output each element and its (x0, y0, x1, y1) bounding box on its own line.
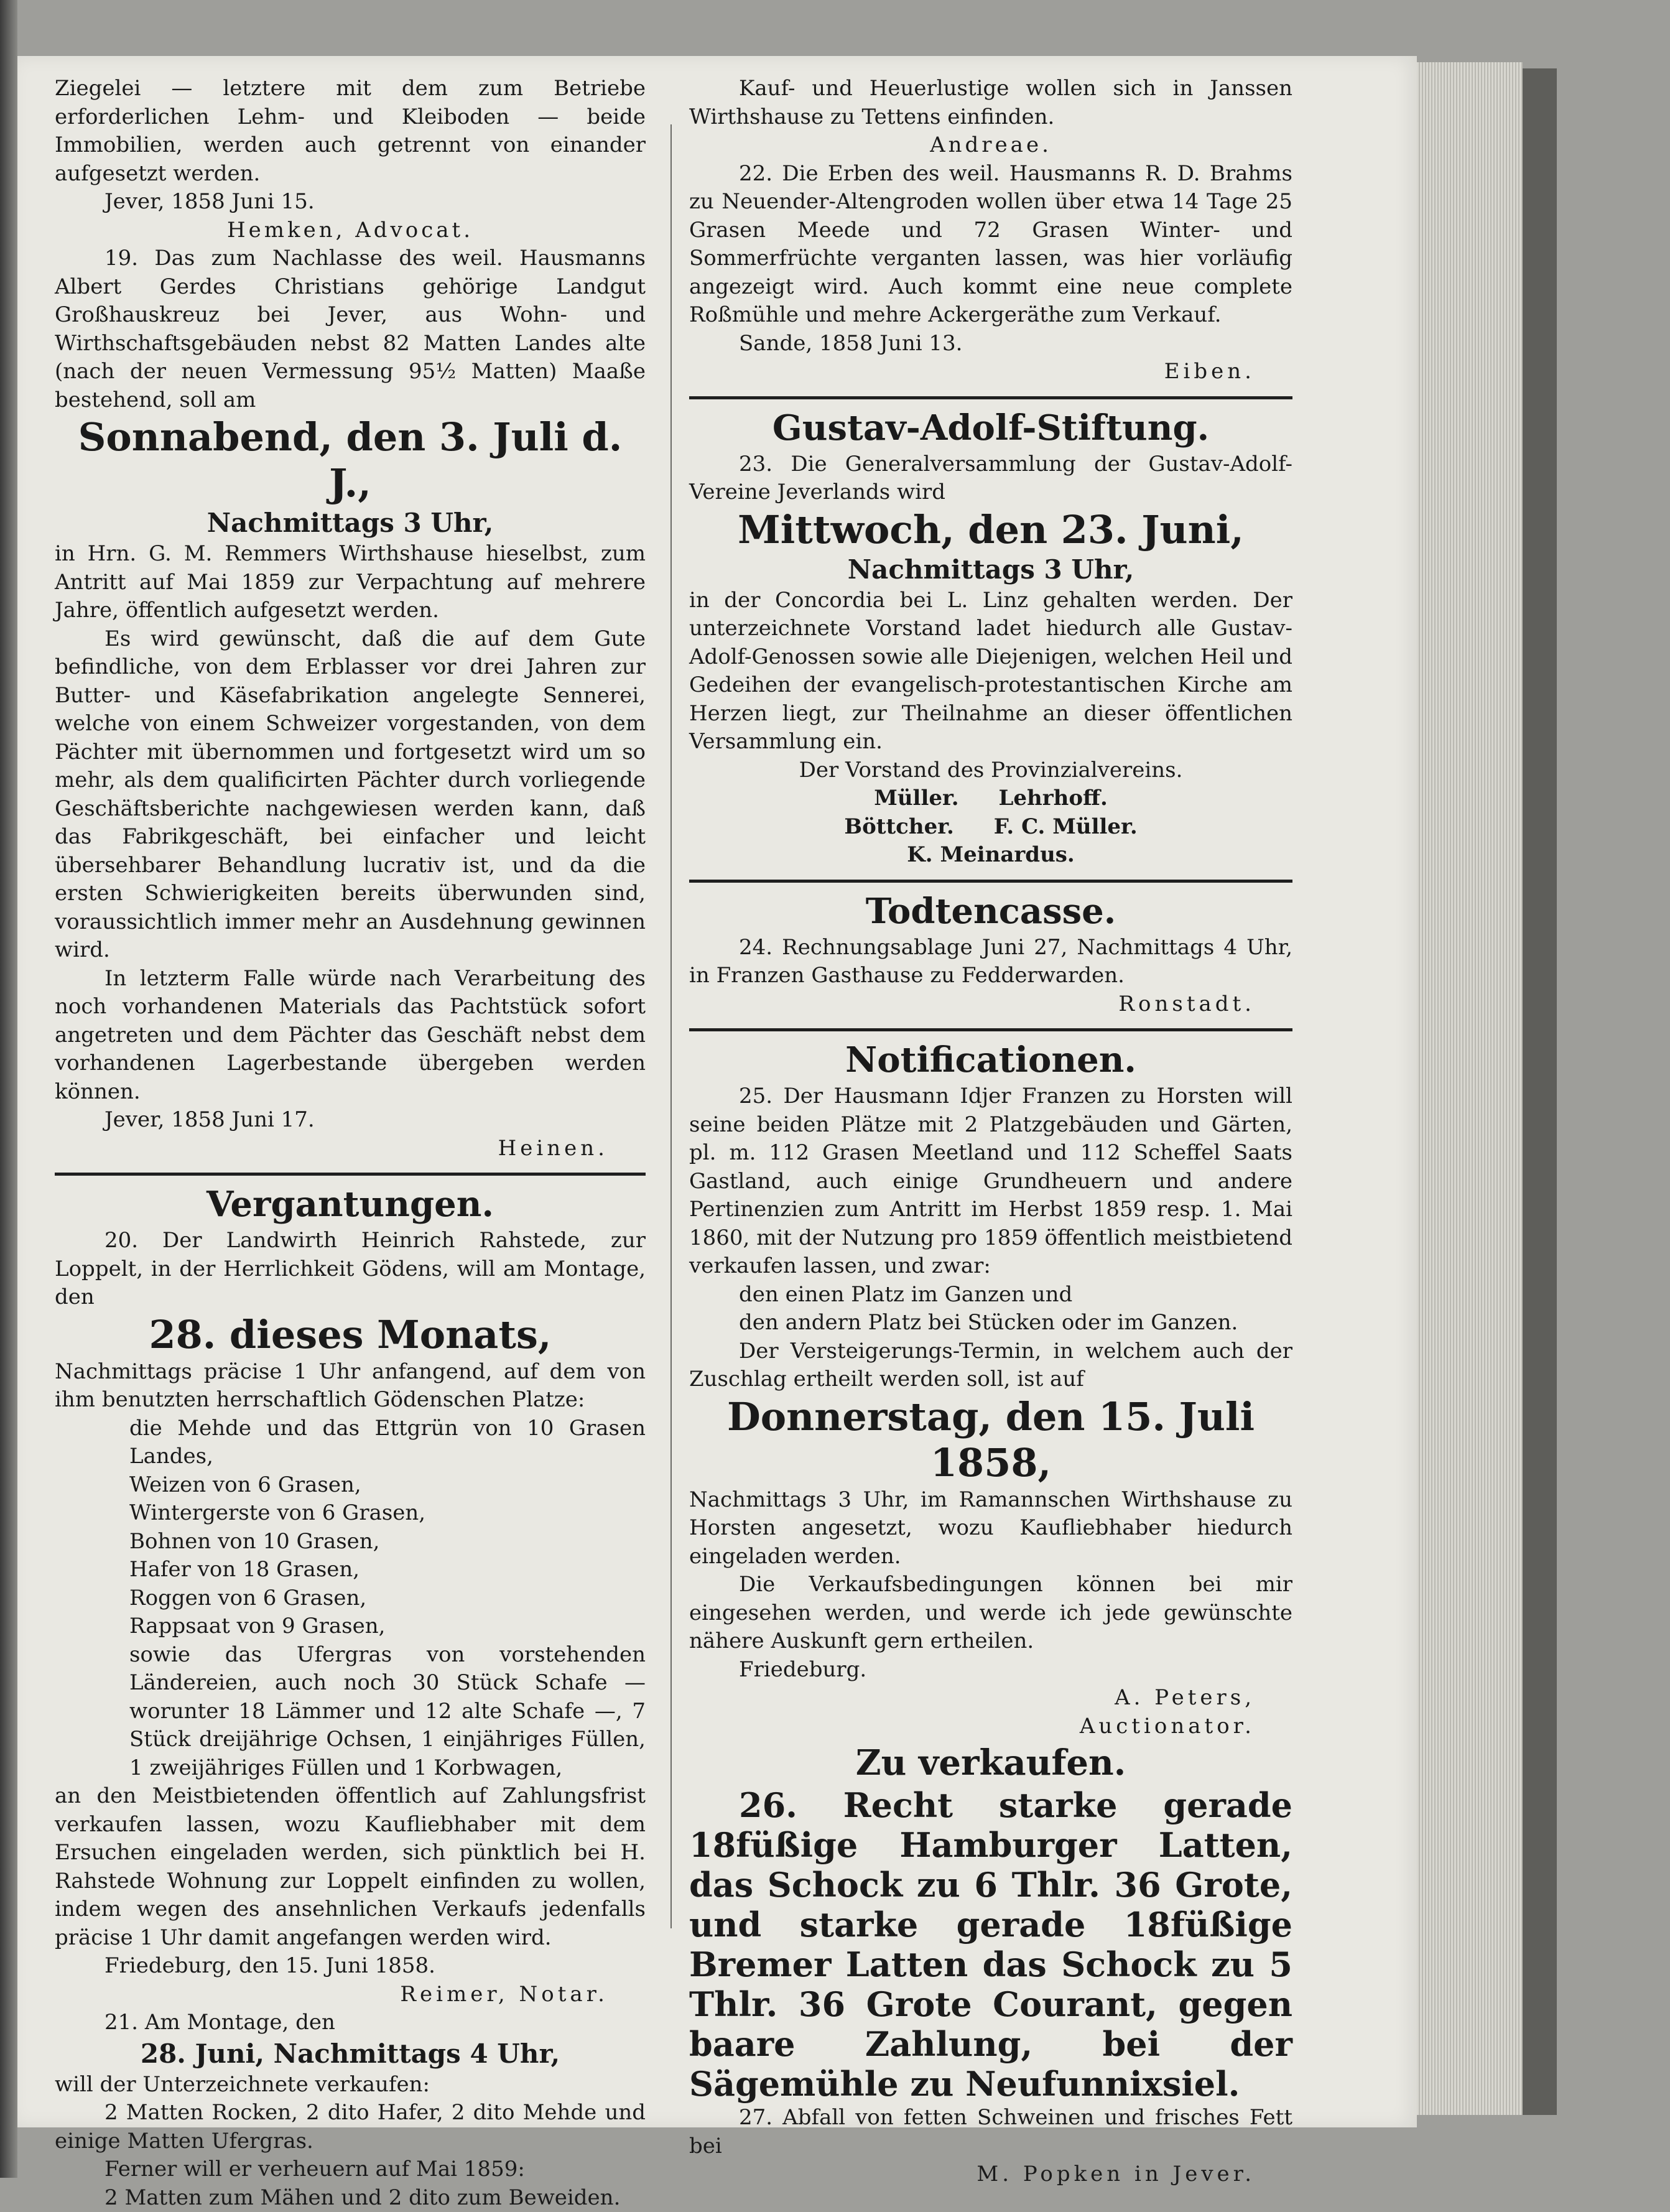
book-spine-left (0, 0, 17, 2178)
paragraph: Kauf- und Heuerlustige wollen sich in Janssen Wirthshause zu Tettens einfinden. (689, 75, 1292, 131)
signature: Der Vorstand des Provinzialvereins. (689, 756, 1292, 785)
section-rule (689, 396, 1292, 399)
notice-20-end: an den Meistbietenden öffentlich auf Zahlungsfrist verkaufen lassen, wozu Kaufliebhaber mit dem Ersuchen eingeladen werden, sich pünktlich bei H. Rahstede Wohnung zur Loppelt einfinden zu wollen, indem wegen des ansehnlichen Verkaufs jedenfalls präcise 1 Uhr damit angefangen werden wird. (55, 1782, 646, 1952)
notice-25-paragraph-3: Nachmittags 3 Uhr, im Ramannschen Wirthshause zu Horsten angesetzt, wozu Kaufliebhaber hiedurch eingeladen werden. (689, 1486, 1292, 1571)
signature: Eiben. (689, 358, 1292, 386)
notice-27: 27. Abfall von fetten Schweinen und frisches Fett bei (689, 2104, 1292, 2160)
dateline: Friedeburg, den 15. Juni 1858. (55, 1952, 646, 1981)
notice-25-paragraph-4: Die Verkaufsbedingungen können bei mir eingesehen werden, und werde ich jede gewünschte nähere Auskunft gern ertheilen. (689, 1571, 1292, 1656)
notice-25-place: Friedeburg. (689, 1656, 1292, 1685)
notice-23-date: Mittwoch, den 23. Juni, (689, 507, 1292, 553)
section-heading-gustav-adolf: Gustav-Adolf-Stiftung. (689, 406, 1292, 450)
column-divider (670, 124, 672, 1928)
notice-24: 24. Rechnungsablage Juni 27, Nachmittags 4 Uhr, in Franzen Gasthause zu Fedderwarden. (689, 934, 1292, 990)
notice-26: 26. Recht starke gerade 18füßige Hamburger Latten, das Schock zu 6 Thlr. 36 Grote, und starke gerade 18füßige Bremer Latten das Schock zu 5 Thlr. 36 Grote Courant, gegen baare Zahlung, bei der Sägemühle zu Neufunnixsiel. (689, 1785, 1292, 2104)
list-item: Wintergerste von 6 Grasen, (129, 1499, 646, 1528)
notice-21-body: will der Unterzeichnete verkaufen: (55, 2071, 646, 2099)
notice-25-item-1: den einen Platz im Ganzen und (689, 1281, 1292, 1309)
section-heading-todtencasse: Todtencasse. (689, 889, 1292, 934)
notice-19-paragraph-2: Es wird gewünscht, daß die auf dem Gute befindliche, von dem Erblasser vor drei Jahren zur Butter- und Käsefabrikation angelegte Sennerei, welche von einem Schweizer vorgestanden, von dem Pächter mit übernommen und fortgesetzt wird um so mehr, als dem qualificirten Pächter durch vorliegende Geschäftsberichte nachgewiesen werden kann, daß das Fabrikgeschäft, bei einfacher und leicht übersehbarer Behandlung lucrativ ist, und da die ersten Schwierigkeiten bereits überwunden sind, voraussichtlich immer mehr an Ausdehnung gewinnen wird. (55, 625, 646, 965)
section-rule (55, 1173, 646, 1176)
list-item: Bohnen von 10 Grasen, (129, 1528, 646, 1556)
signatories (689, 784, 1292, 870)
signature: Reimer, Notar. (55, 1981, 646, 2009)
left-column (55, 75, 646, 2212)
notice-25: 25. Der Hausmann Idjer Franzen zu Horsten will seine beiden Plätze mit 2 Platzgebäuden und Gärten, pl. m. 112 Grasen Meetland und 112 Scheffel Saats Gastland, auch einige Grundheuern und andere Pertinenzien zum Antritt im Herbst 1859 resp. 1. Mai 1860, mit der Nutzung pro 1859 öffentlich meistbietend verkaufen lassen, und zwar: (689, 1082, 1292, 1281)
signatory-name: Lehrhoff. (998, 784, 1107, 813)
notice-25-date: Donnerstag, den 15. Juli 1858, (689, 1394, 1292, 1486)
signature: A. Peters, (689, 1684, 1292, 1712)
paragraph: Ziegelei — letztere mit dem zum Betriebe erforderlichen Lehm- und Kleiboden — beide Immobilien, werden auch getrennt von einander aufgesetzt werden. (55, 75, 646, 188)
list-item: sowie das Ufergras von vorstehenden Ländereien, auch noch 30 Stück Schafe — worunter 18 Lämmer und 12 alte Schafe —, 7 Stück dreijährige Ochsen, 1 einjähriges Füllen, 1 zweijähriges Füllen und 1 Korbwagen, (129, 1641, 646, 1783)
list-item: Weizen von 6 Grasen, (129, 1471, 646, 1500)
signatory-name: K. Meinardus. (907, 841, 1075, 870)
signature: Hemken, Advocat. (55, 216, 646, 245)
signature: Ronstadt. (689, 990, 1292, 1019)
notice-21-paragraph-2: Ferner will er verheuern auf Mai 1859: (55, 2155, 646, 2184)
notice-19-body: in Hrn. G. M. Remmers Wirthshause hieselbst, zum Antritt auf Mai 1859 zur Verpachtung auf mehrere Jahre, öffentlich aufgesetzt werden. (55, 540, 646, 625)
dateline: Sande, 1858 Juni 13. (689, 330, 1292, 358)
signature: Heinen. (55, 1135, 646, 1163)
signature: Andreae. (689, 131, 1292, 160)
section-rule (689, 1028, 1292, 1031)
notice-22: 22. Die Erben des weil. Hausmanns R. D. Brahms zu Neuender-Altengroden wollen über etwa 14 Tage 25 Grasen Meede und 72 Grasen Winter- und Sommerfrüchte verganten lassen, was hier vorläufig angezeigt wird. Auch kommt eine neue complete Roßmühle und mehre Ackergeräthe zum Verkauf. (689, 160, 1292, 330)
notice-23-intro: 23. Die Generalversammlung der Gustav-Adolf-Vereine Jeverlands wird (689, 450, 1292, 507)
right-column (689, 75, 1292, 2189)
list-item: Roggen von 6 Grasen, (129, 1584, 646, 1613)
notice-21-date: 28. Juni, Nachmittags 4 Uhr, (55, 2037, 646, 2071)
book-cover-edge (1523, 68, 1557, 2115)
section-heading-notificationen: Notificationen. (689, 1038, 1292, 1082)
section-heading-vergantungen: Vergantungen. (55, 1182, 646, 1227)
notice-19-date: Sonnabend, den 3. Juli d. J., (55, 414, 646, 506)
notice-21-intro: 21. Am Montage, den (55, 2009, 646, 2037)
notice-20-body: Nachmittags präcise 1 Uhr anfangend, auf dem von ihm benutzten herrschaftlich Gödenschen Platze: (55, 1358, 646, 1415)
signatory-name: Müller. (874, 784, 958, 813)
list-item: Rappsaat von 9 Grasen, (129, 1612, 646, 1641)
signature: M. Popken in Jever. (689, 2160, 1292, 2189)
notice-23-body: in der Concordia bei L. Linz gehalten werden. Der unterzeichnete Vorstand ladet hiedurch alle Gustav-Adolf-Genossen sowie alle Diejenigen, welchen Heil und Gedeihen der evangelisch-protestantischen Kirche am Herzen liegt, zur Theilnahme an dieser öffentlichen Versammlung ein. (689, 587, 1292, 756)
notice-19-time: Nachmittags 3 Uhr, (55, 506, 646, 540)
notice-25-paragraph-2: Der Versteigerungs-Termin, in welchem auch der Zuschlag ertheilt werden soll, ist auf (689, 1337, 1292, 1394)
section-rule (689, 880, 1292, 883)
section-heading-zu-verkaufen: Zu verkaufen. (689, 1740, 1292, 1785)
list-item: Hafer von 18 Grasen, (129, 1556, 646, 1584)
notice-19-paragraph-3: In letzterm Falle würde nach Verarbeitung des noch vorhandenen Materials das Pachtstück sofort angetreten und dem Pächter das Geschäft nebst dem vorhandenen Lagerbestande übergeben werden können. (55, 965, 646, 1107)
signatory-name: Böttcher. (844, 813, 954, 842)
list-item: die Mehde und das Ettgrün von 10 Grasen Landes, (129, 1415, 646, 1471)
book-page-edges (1417, 62, 1523, 2115)
signature-role: Auctionator. (689, 1712, 1292, 1741)
dateline: Jever, 1858 Juni 15. (55, 188, 646, 216)
signatory-name: F. C. Müller. (994, 813, 1138, 842)
notice-25-item-2: den andern Platz bei Stücken oder im Ganzen. (689, 1309, 1292, 1337)
dateline: Jever, 1858 Juni 17. (55, 1106, 646, 1135)
notice-21-item-2: 2 Matten zum Mähen und 2 dito zum Beweiden. (55, 2184, 646, 2212)
notice-20-items (129, 1415, 646, 1783)
notice-19-intro: 19. Das zum Nachlasse des weil. Hausmanns Albert Gerdes Christians gehörige Landgut Großhauskreuz bei Jever, aus Wohn- und Wirthschaftsgebäuden nebst 82 Matten Landes alte (nach der neuen Vermessung 95½ Matten) Maaße bestehend, soll am (55, 244, 646, 414)
notice-20-date: 28. dieses Monats, (55, 1312, 646, 1358)
notice-21-item-1: 2 Matten Rocken, 2 dito Hafer, 2 dito Mehde und einige Matten Ufergras. (55, 2099, 646, 2155)
notice-20-intro: 20. Der Landwirth Heinrich Rahstede, zur Loppelt, in der Herrlichkeit Gödens, will am Montage, den (55, 1227, 646, 1312)
notice-23-time: Nachmittags 3 Uhr, (689, 553, 1292, 587)
